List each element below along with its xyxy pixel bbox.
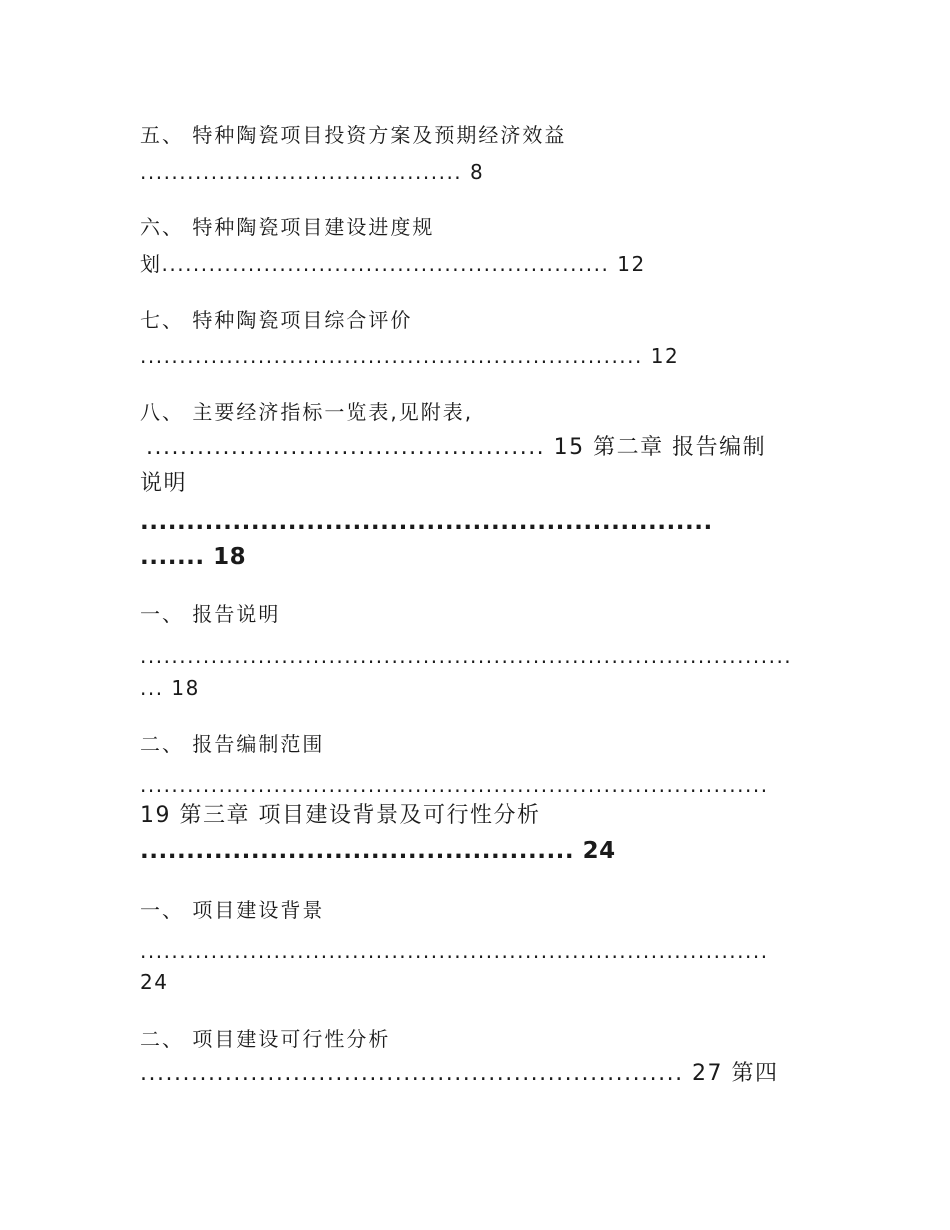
toc-chapter-2-page[interactable]: ....... 18 bbox=[140, 544, 247, 570]
toc-entry-5-title[interactable]: 五、 特种陶瓷项目投资方案及预期经济效益 bbox=[140, 123, 567, 147]
toc-entry-7-title[interactable]: 七、 特种陶瓷项目综合评价 bbox=[140, 308, 413, 332]
toc-entry-3-1-title[interactable]: 一、 项目建设背景 bbox=[140, 898, 325, 922]
toc-entry-6-title[interactable]: 六、 特种陶瓷项目建设进度规 bbox=[140, 215, 435, 239]
toc-entry-3-2-leader-chapter-4[interactable]: ................................................................ 27 第四 bbox=[140, 1061, 779, 1086]
toc-chapter-3-leader[interactable]: ............................................... 24 bbox=[140, 838, 616, 864]
toc-entry-3-2-title[interactable]: 二、 项目建设可行性分析 bbox=[140, 1027, 391, 1051]
toc-entry-5-leader[interactable]: ......................................... 8 bbox=[140, 160, 485, 184]
toc-entry-3-1-leader[interactable]: ................................................................................ bbox=[140, 939, 769, 963]
toc-entry-2-2-title[interactable]: 二、 报告编制范围 bbox=[140, 732, 325, 756]
toc-entry-2-1-leader[interactable]: ................................................................................... bbox=[140, 644, 793, 668]
toc-entry-3-1-page[interactable]: 24 bbox=[140, 970, 169, 994]
toc-entry-2-1-title[interactable]: 一、 报告说明 bbox=[140, 602, 281, 626]
toc-entry-8-title[interactable]: 八、 主要经济指标一览表,见附表, bbox=[140, 400, 474, 424]
toc-entry-6-leader[interactable]: 划......................................................... 12 bbox=[140, 252, 646, 276]
toc-chapter-2-title-cont[interactable]: 说明 bbox=[140, 471, 188, 496]
toc-entry-8-leader-chapter-2[interactable]: ............................................... 15 第二章 报告编制 bbox=[146, 435, 767, 460]
toc-entry-2-1-page[interactable]: ... 18 bbox=[140, 676, 200, 700]
toc-entry-2-2-leader[interactable]: ................................................................................ bbox=[140, 773, 769, 797]
toc-chapter-2-leader[interactable]: .............................................................. bbox=[140, 509, 713, 535]
toc-entry-7-leader[interactable]: ................................................................ 12 bbox=[140, 344, 680, 368]
toc-chapter-3-title[interactable]: 19 第三章 项目建设背景及可行性分析 bbox=[140, 803, 541, 828]
